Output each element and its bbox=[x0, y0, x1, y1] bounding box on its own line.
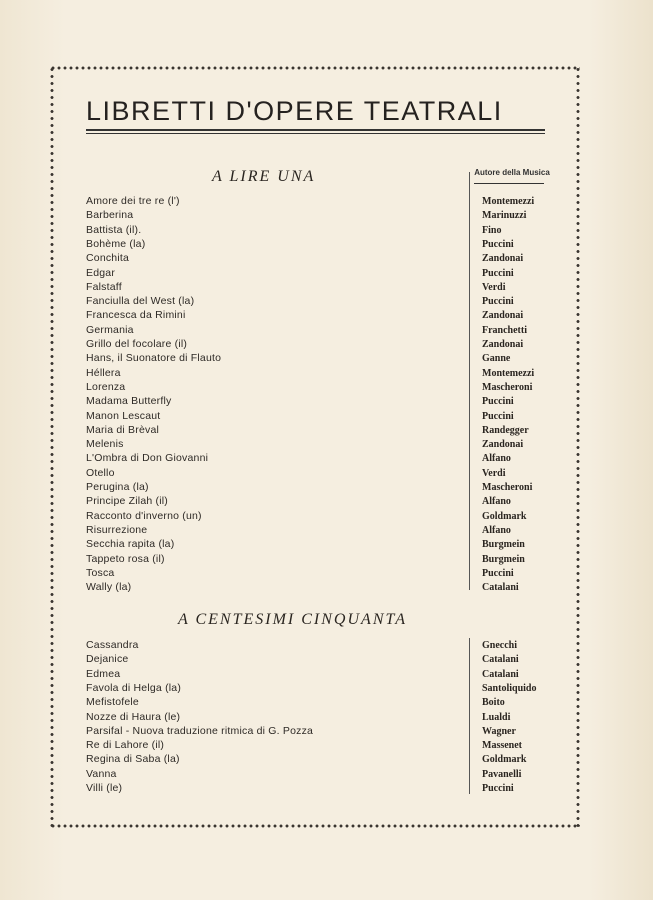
border-top bbox=[50, 66, 580, 70]
list-item bbox=[86, 581, 464, 595]
list-item bbox=[86, 195, 464, 209]
list-item bbox=[86, 452, 464, 466]
composer-name: Montemezzi bbox=[482, 196, 535, 207]
dot-leader bbox=[143, 640, 458, 648]
border-left bbox=[50, 66, 54, 828]
dot-leader bbox=[119, 268, 458, 276]
composer-name: Puccini bbox=[482, 267, 514, 279]
composer-name: Gnecchi bbox=[482, 640, 517, 651]
composer-name: Puccini bbox=[482, 238, 514, 250]
composer-name: Marinuzzi bbox=[482, 210, 527, 222]
dot-leader bbox=[132, 654, 458, 662]
composer-name: Massenet bbox=[482, 740, 522, 752]
opera-title: Edmea bbox=[86, 667, 121, 680]
dot-leader bbox=[190, 310, 459, 318]
composer-name: Verdi bbox=[482, 281, 506, 293]
dot-leader bbox=[121, 769, 458, 777]
list-item bbox=[86, 739, 464, 753]
list-item bbox=[86, 768, 464, 782]
dot-leader bbox=[135, 582, 458, 590]
dot-leader bbox=[151, 525, 458, 533]
list-item bbox=[86, 410, 464, 424]
opera-title: Villi (le) bbox=[86, 782, 123, 794]
composer-name: Alfano bbox=[482, 496, 511, 508]
dot-leader bbox=[184, 712, 458, 720]
list-item bbox=[86, 481, 464, 495]
opera-title: Principe Zilah (il) bbox=[86, 495, 168, 508]
composer-name: Burgmein bbox=[482, 553, 525, 565]
dot-leader bbox=[126, 783, 458, 791]
composer-name: Burgmein bbox=[482, 539, 525, 551]
opera-title: Francesca da Rimini bbox=[86, 309, 186, 322]
dot-leader bbox=[212, 453, 458, 461]
composer-name: Catalani bbox=[482, 654, 519, 666]
composer-name: Alfano bbox=[482, 524, 511, 536]
dot-leader bbox=[125, 368, 458, 376]
column-divider-2 bbox=[469, 638, 470, 794]
opera-title: Parsifal - Nuova traduzione ritmica di G. Pozza bbox=[86, 724, 314, 737]
composer-name: Montemezzi bbox=[482, 367, 535, 379]
dot-leader bbox=[185, 683, 458, 691]
opera-title: Tappeto rosa (il) bbox=[86, 552, 165, 565]
opera-title: Hans, il Suonatore di Flauto bbox=[86, 352, 222, 365]
list-item bbox=[86, 281, 464, 295]
list-item bbox=[86, 295, 464, 309]
opera-title: Falstaff bbox=[86, 280, 122, 293]
dot-leader bbox=[168, 740, 458, 748]
page-title: LIBRETTI D'OPERE TEATRALI bbox=[86, 96, 503, 126]
section-title-centesimi-cinquanta: A CENTESIMI CINQUANTA bbox=[178, 611, 407, 628]
dot-leader bbox=[225, 353, 458, 361]
composer-name: Mascheroni bbox=[482, 381, 533, 393]
dot-leader bbox=[145, 225, 458, 233]
composer-name: Boito bbox=[482, 697, 505, 709]
opera-title: Perugina (la) bbox=[86, 481, 149, 493]
composer-name: Puccini bbox=[482, 567, 514, 579]
dot-leader bbox=[184, 754, 458, 762]
opera-title: Dejanice bbox=[86, 653, 129, 666]
list-item bbox=[86, 538, 464, 552]
opera-title: Grillo del focolare (il) bbox=[86, 338, 188, 350]
composer-name: Pavanelli bbox=[482, 768, 522, 780]
dot-leader bbox=[133, 253, 458, 261]
composer-name: Lualdi bbox=[482, 711, 511, 723]
composer-name: Wagner bbox=[482, 725, 516, 737]
opera-title: Manon Lescaut bbox=[86, 409, 161, 422]
opera-title: Fanciulla del West (la) bbox=[86, 295, 195, 308]
composer-name: Ganne bbox=[482, 353, 511, 365]
opera-title: Héllera bbox=[86, 366, 121, 379]
opera-title: Regina di Saba (la) bbox=[86, 753, 180, 766]
opera-title: Cassandra bbox=[86, 639, 139, 651]
composer-name: Santoliquido bbox=[482, 682, 537, 694]
dot-leader bbox=[164, 411, 458, 419]
opera-title: Vanna bbox=[86, 767, 117, 780]
list-item bbox=[86, 753, 464, 767]
opera-title: Secchia rapita (la) bbox=[86, 538, 175, 551]
composer-name: Zandonai bbox=[482, 253, 524, 265]
opera-title: Re di Lahore (il) bbox=[86, 739, 165, 752]
border-bottom bbox=[50, 824, 580, 828]
column-divider-1 bbox=[469, 172, 470, 590]
composer-name: Verdi bbox=[482, 467, 506, 479]
dot-leader bbox=[138, 325, 458, 333]
composer-name: Puccini bbox=[482, 296, 514, 308]
composer-name: Zandonai bbox=[482, 310, 524, 322]
list-item bbox=[86, 238, 464, 252]
list-item bbox=[86, 553, 464, 567]
composer-name: Puccini bbox=[482, 396, 514, 408]
opera-title: Melenis bbox=[86, 438, 124, 451]
list-item bbox=[86, 209, 464, 223]
list-item bbox=[86, 682, 464, 696]
opera-title: Tosca bbox=[86, 566, 115, 579]
list-item bbox=[86, 696, 464, 710]
opera-title: Risurrezione bbox=[86, 523, 148, 536]
list-item bbox=[86, 252, 464, 266]
opera-title: Bohème (la) bbox=[86, 237, 146, 250]
composer-name: Franchetti bbox=[482, 324, 527, 336]
composer-name: Zandonai bbox=[482, 339, 524, 350]
list-item bbox=[86, 567, 464, 581]
dot-leader bbox=[175, 396, 458, 404]
opera-title: Mefistofele bbox=[86, 696, 139, 709]
list-item bbox=[86, 224, 464, 238]
list-item bbox=[86, 395, 464, 409]
list-item bbox=[86, 524, 464, 538]
opera-title: Barberina bbox=[86, 209, 134, 222]
dot-leader bbox=[172, 496, 458, 504]
dot-leader bbox=[169, 554, 458, 562]
list-item bbox=[86, 711, 464, 725]
column-header-rule bbox=[474, 183, 544, 184]
list-item bbox=[86, 352, 464, 366]
list-item bbox=[86, 438, 464, 452]
opera-title: Germania bbox=[86, 323, 134, 336]
composer-name: Catalani bbox=[482, 582, 519, 594]
column-header: Autore della Musica bbox=[474, 168, 550, 177]
opera-title: Nozze di Haura (le) bbox=[86, 710, 181, 723]
dot-leader bbox=[126, 282, 458, 290]
dot-leader bbox=[124, 669, 458, 677]
dot-leader bbox=[163, 425, 458, 433]
dot-leader bbox=[137, 210, 458, 218]
list-item bbox=[86, 653, 464, 667]
list-item bbox=[86, 467, 464, 481]
opera-title: Edgar bbox=[86, 266, 116, 279]
opera-title: Wally (la) bbox=[86, 581, 132, 594]
dot-leader bbox=[128, 439, 458, 447]
dot-leader bbox=[119, 468, 458, 476]
list-item bbox=[86, 639, 464, 653]
composer-name: Randegger bbox=[482, 424, 529, 436]
list-item bbox=[86, 495, 464, 509]
dot-leader bbox=[198, 296, 458, 304]
opera-title: Lorenza bbox=[86, 380, 126, 393]
dot-leader bbox=[153, 482, 458, 490]
opera-title: L'Ombra di Don Giovanni bbox=[86, 452, 209, 465]
list-item bbox=[86, 267, 464, 281]
list-item bbox=[86, 668, 464, 682]
list-item bbox=[86, 782, 464, 796]
opera-title: Racconto d'inverno (un) bbox=[86, 509, 202, 522]
composer-name: Alfano bbox=[482, 453, 511, 465]
dot-leader bbox=[184, 196, 458, 204]
list-item bbox=[86, 725, 464, 739]
composer-name: Goldmark bbox=[482, 754, 527, 766]
dot-leader bbox=[143, 697, 458, 705]
composer-name: Puccini bbox=[482, 410, 514, 422]
opera-title: Battista (il). bbox=[86, 223, 142, 236]
list-item bbox=[86, 367, 464, 381]
list-item bbox=[86, 309, 464, 323]
list-item bbox=[86, 338, 464, 352]
dot-leader bbox=[149, 239, 458, 247]
opera-title: Maria di Brèval bbox=[86, 423, 160, 436]
dot-leader bbox=[206, 511, 458, 519]
opera-title: Favola di Helga (la) bbox=[86, 681, 182, 694]
composer-name: Mascheroni bbox=[482, 482, 533, 493]
opera-title: Madama Butterfly bbox=[86, 395, 172, 408]
list-item bbox=[86, 424, 464, 438]
title-rule-top bbox=[86, 129, 545, 131]
composer-name: Puccini bbox=[482, 783, 514, 794]
opera-title: Conchita bbox=[86, 252, 130, 265]
composer-name: Fino bbox=[482, 224, 502, 236]
composer-name: Zandonai bbox=[482, 439, 524, 451]
border-right bbox=[576, 66, 580, 828]
list-item bbox=[86, 510, 464, 524]
list-item bbox=[86, 324, 464, 338]
composer-name: Catalani bbox=[482, 668, 519, 680]
dot-leader bbox=[118, 568, 458, 576]
section-title-lire-una: A LIRE UNA bbox=[212, 168, 316, 185]
opera-title: Otello bbox=[86, 466, 115, 479]
composer-name: Goldmark bbox=[482, 510, 527, 522]
dot-leader bbox=[129, 382, 458, 390]
title-rule-bottom bbox=[86, 133, 545, 134]
dot-leader bbox=[317, 726, 458, 734]
dot-leader bbox=[191, 339, 458, 347]
opera-title: Amore dei tre re (l') bbox=[86, 195, 180, 207]
dot-leader bbox=[178, 539, 458, 547]
list-item bbox=[86, 381, 464, 395]
